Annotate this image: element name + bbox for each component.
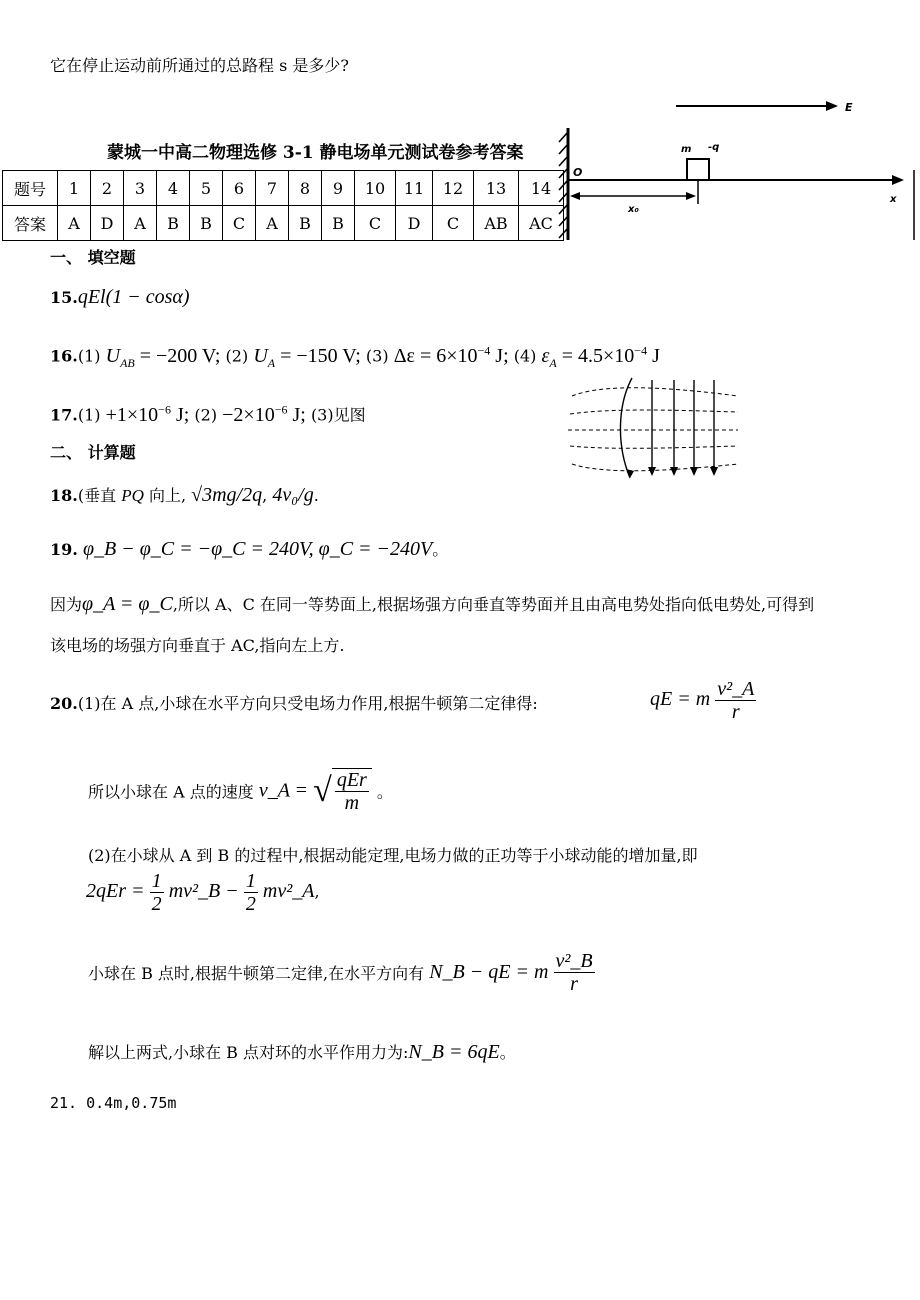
table-cell: 8	[289, 171, 322, 206]
section-fill-in: 一、 填空题	[50, 248, 136, 267]
table-cell: D	[396, 206, 433, 241]
equipotential-dashed-lines	[568, 388, 738, 471]
table-row-answers	[3, 206, 564, 241]
answer-18: 18.(垂直 PQ 向上, √3mg/2q, 4v₀/g.	[50, 484, 319, 506]
table-row-numbers	[3, 171, 564, 206]
table-cell: 7	[256, 171, 289, 206]
table-cell: A	[256, 206, 289, 241]
q20-part1: 20.(1)在 A 点,小球在水平方向只受电场力作用,根据牛顿第二定律得:	[50, 694, 538, 713]
charged-block	[687, 159, 709, 180]
q15-expression: qEl(1 − cosα)	[77, 286, 190, 308]
table-cell: 13	[474, 171, 519, 206]
table-cell: 2	[91, 171, 124, 206]
block-on-axis-figure	[548, 90, 920, 250]
table-cell: 1	[58, 171, 91, 206]
answer-21: 21. 0.4m,0.75m	[50, 1094, 177, 1112]
table-cell: D	[91, 206, 124, 241]
answer-16: 16.(1) $U_{AB} = -200$ V; (2) $U_A = -150$ V; (3) $\Delta\varepsilon = 6\times 10^{-4}$ J; (4) $\varepsilon_A = 4.5\times 10^{-4}$ J	[50, 343, 660, 370]
table-cell: 12	[433, 171, 474, 206]
table-cell: B	[157, 206, 190, 241]
table-cell: AC	[519, 206, 564, 241]
table-cell: 10	[355, 171, 396, 206]
field-arrowhead	[826, 101, 838, 111]
table-cell: A	[124, 206, 157, 241]
label-x0: x₀	[628, 204, 639, 215]
table-cell: 9	[322, 171, 355, 206]
q20-part2: (2)在小球从 A 到 B 的过程中,根据动能定理,电场力做的正功等于小球动能的增加量,即	[88, 846, 698, 865]
table-cell: 11	[396, 171, 433, 206]
page-title: 蒙城一中高二物理选修 3-1 静电场单元测试卷参考答案	[107, 143, 524, 163]
table-cell: C	[355, 206, 396, 241]
table-cell: C	[223, 206, 256, 241]
answer-19: 19. φ_B − φ_C = −φ_C = 240V, φ_C = −240V。	[50, 538, 449, 560]
table-cell: AB	[474, 206, 519, 241]
q20-part4: 解以上两式,小球在 B 点对环的水平作用力为:N_B = 6qE。	[88, 1041, 516, 1063]
table-cell: B	[190, 206, 223, 241]
q19-explanation-line2: 该电场的场强方向垂直于 AC,指向左上方.	[50, 636, 345, 655]
field-lines-figure	[562, 374, 742, 484]
table-cell: 5	[190, 171, 223, 206]
q20-part3: 小球在 B 点时,根据牛顿第二定律,在水平方向有 N_B − qE = m $\frac{\text{v²\_B}}{r}$	[88, 950, 593, 995]
row-header-number: 题号	[3, 171, 58, 206]
label-O: O	[573, 166, 583, 179]
answer-15	[50, 286, 190, 309]
label-m: m	[681, 144, 692, 155]
field-lines	[620, 378, 714, 478]
section-calculation: 二、 计算题	[50, 443, 136, 462]
top-question: 它在停止运动前所通过的总路程 s 是多少?	[50, 56, 349, 75]
q20-energy-equation: 2qEr = $\frac{1}{2}$ mv²_B − $\frac{1}{2}$ mv²_A,	[86, 870, 320, 915]
answer-17: $17.(1) +1\times 10^{-6}$ J; $(2) -2\times 10^{-6}$ J; (3)见图	[50, 402, 366, 426]
table-cell: B	[289, 206, 322, 241]
label-E: E	[845, 101, 853, 114]
table-cell: 4	[157, 171, 190, 206]
x-axis-arrowhead	[892, 175, 904, 185]
label-x: x	[890, 194, 897, 205]
label-q: -q	[708, 142, 720, 153]
table-cell: 3	[124, 171, 157, 206]
row-header-answer: 答案	[3, 206, 58, 241]
table-cell: 6	[223, 171, 256, 206]
table-cell: A	[58, 206, 91, 241]
q19-explanation-line1: 因为φ_A = φ_C,所以 A、C 在同一等势面上,根据场强方向垂直等势面并且由高电势处指向低电势处,可得到	[50, 593, 815, 615]
q20-equation-1: qE = m $\frac{\text{v²\_A}}{r}$	[650, 678, 755, 723]
q20-velocity-result: 所以小球在 A 点的速度 v_A = √ $\frac{\text{qEr}}{m}$ 。	[88, 769, 393, 814]
answer-table	[2, 170, 564, 241]
q15-number: 15.	[50, 288, 78, 307]
table-cell: C	[433, 206, 474, 241]
table-cell: B	[322, 206, 355, 241]
table-cell: 14	[519, 171, 564, 206]
